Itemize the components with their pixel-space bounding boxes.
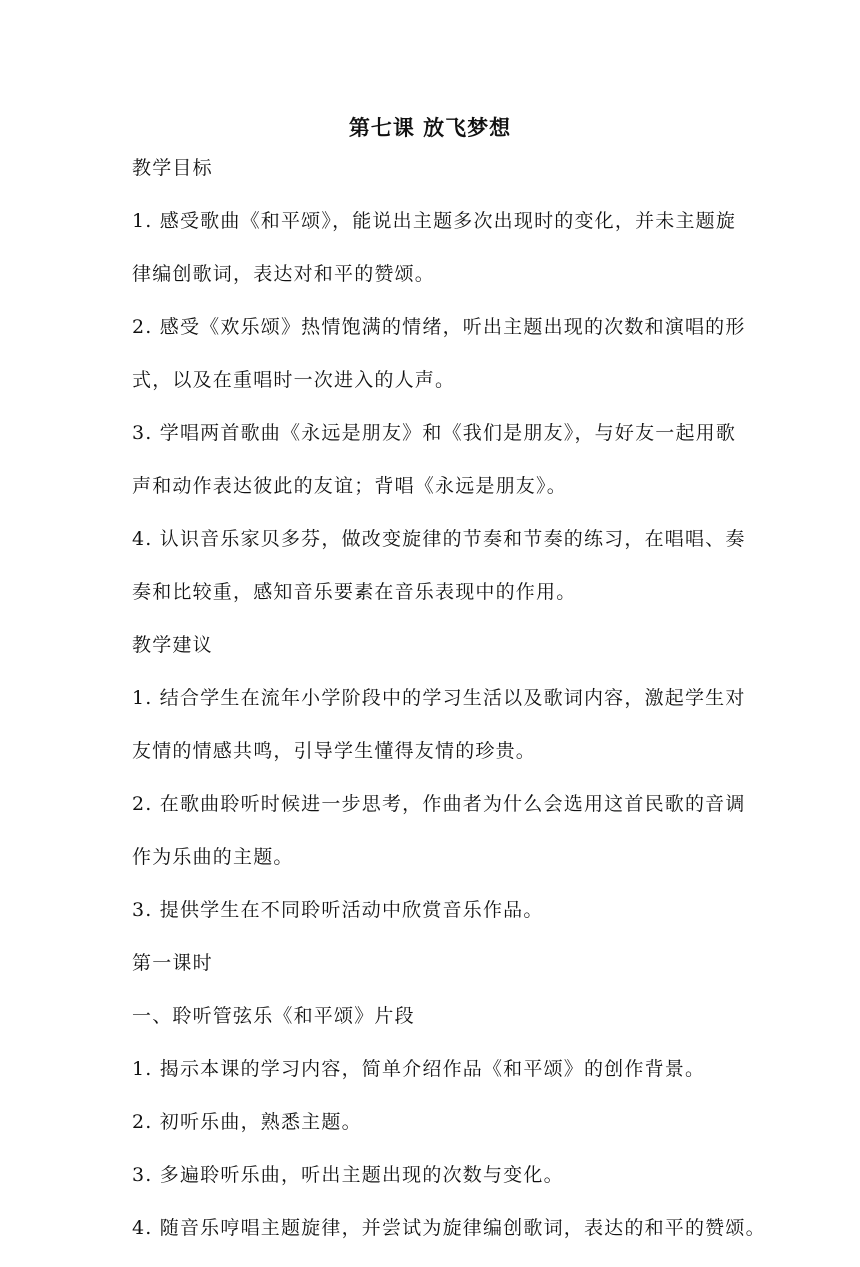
paragraph-line: 3. 多遍聆听乐曲，听出主题出现的次数与变化。	[132, 1164, 564, 1186]
paragraph-line: 作为乐曲的主题。	[132, 846, 294, 868]
paragraph-line: 式，以及在重唱时一次进入的人声。	[132, 369, 456, 391]
paragraph-line: 律编创歌词，表达对和平的赞颂。	[132, 263, 436, 285]
paragraph-line: 3. 提供学生在不同聆听活动中欣赏音乐作品。	[132, 899, 544, 921]
paragraph-line: 4. 认识音乐家贝多芬，做改变旋律的节奏和节奏的练习，在唱唱、奏	[132, 528, 746, 550]
heading-first-lesson: 第一课时	[132, 952, 213, 974]
document-body	[132, 154, 766, 1267]
paragraph-line: 1. 揭示本课的学习内容，简单介绍作品《和平颂》的创作背景。	[132, 1058, 706, 1080]
paragraph-line: 2. 感受《欢乐颂》热情饱满的情绪，听出主题出现的次数和演唱的形	[132, 316, 746, 338]
heading-teaching-suggestions: 教学建议	[132, 634, 213, 656]
heading-teaching-goals: 教学目标	[132, 157, 213, 179]
paragraph-line: 1. 感受歌曲《和平颂》，能说出主题多次出现时的变化，并未主题旋	[132, 210, 737, 232]
paragraph-line: 4. 随音乐哼唱主题旋律，并尝试为旋律编创歌词，表达的和平的赞颂。	[132, 1217, 766, 1239]
paragraph-line: 声和动作表达彼此的友谊；背唱《永远是朋友》。	[132, 475, 567, 497]
paragraph-line: 2. 初听乐曲，熟悉主题。	[132, 1111, 362, 1133]
paragraph-line: 奏和比较重，感知音乐要素在音乐表现中的作用。	[132, 581, 577, 603]
section-heading: 一、聆听管弦乐《和平颂》片段	[132, 1005, 415, 1027]
paragraph-line: 1. 结合学生在流年小学阶段中的学习生活以及歌词内容，激起学生对	[132, 687, 746, 709]
paragraph-line: 3. 学唱两首歌曲《永远是朋友》和《我们是朋友》，与好友一起用歌	[132, 422, 737, 444]
paragraph-line: 2. 在歌曲聆听时候进一步思考，作曲者为什么会选用这首民歌的音调	[132, 793, 746, 815]
lesson-title: 第七课 放飞梦想	[348, 116, 512, 140]
paragraph-line: 友情的情感共鸣，引导学生懂得友情的珍贵。	[132, 740, 537, 762]
